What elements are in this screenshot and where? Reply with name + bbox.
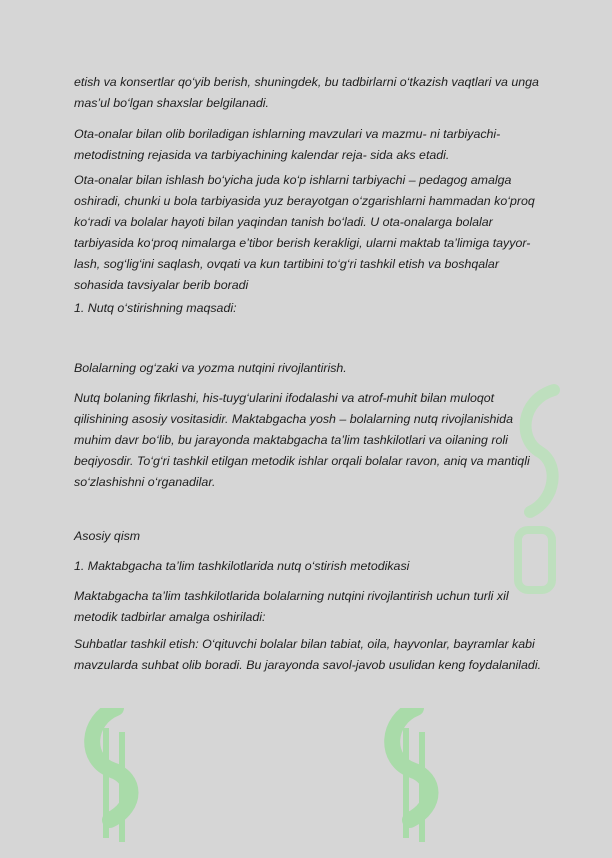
watermark-logo [76, 708, 168, 858]
paragraph: Maktabgacha ta’lim tashkilotlarida bolalarning nutqini rivojlantirish uchun turli xil metodik tadbirlar amalga oshiriladi: [74, 589, 509, 624]
subsection-heading: 1. Maktabgacha ta’lim tashkilotlarida nutq o‘stirish metodikasi [74, 559, 410, 573]
list-heading: 1. Nutq o‘stirishning maqsadi: [74, 301, 237, 315]
section-heading: Asosiy qism [74, 529, 141, 543]
paragraph: Ota-onalar bilan ishlash bo‘yicha juda ko‘p ishlarni tarbiyachi – pedagog amalga oshiradi, chunki u bola tarbiyasida yuz berayotgan o‘zgarishlarni hammadan ko‘proq ko‘radi va bolalar hayoti bilan yaqindan tanish bo‘ladi. U ota-onalarga bolalar tarbiyasida ko‘proq nimalarga e’tibor berish kerakligi, ularni maktab ta’limiga tayyor- lash, sog‘lig‘ini saqlash, ovqati va kun tartibini to‘g‘ri tashkil etish va boshqalar sohasida tavsiyalar berib boradi [74, 173, 535, 292]
paragraph: Suhbatlar tashkil etish: O‘qituvchi bolalar bilan tabiat, oila, hayvonlar, bayramlar kabi mavzularda suhbat olib boradi. Bu jarayonda savol-javob usulidan keng foydalaniladi. [74, 637, 542, 672]
paragraph: etish va konsertlar qo‘yib berish, shuningdek, bu tadbirlarni o‘tkazish vaqtlari va unga mas’ul bo‘lgan shaxslar belgilanadi. [74, 75, 539, 110]
paragraph: Ota-onalar bilan olib boriladigan ishlarning mavzulari va mazmu- ni tarbiyachi-metodistning rejasida va tarbiyachining kalendar reja- sida aks etadi. [74, 127, 501, 162]
paragraph: Bolalarning og‘zaki va yozma nutqini rivojlantirish. [74, 361, 347, 375]
watermark-logo [376, 708, 468, 858]
paragraph: Nutq bolaning fikrlashi, his-tuyg‘ularini ifodalashi va atrof-muhit bilan muloqot qilishining asosiy vositasidir. Maktabgacha yosh – bolalarning nutq rivojlanishida muhim davr bo‘lib, bu jarayonda maktabgacha ta’lim tashkilotlari va oilaning roli beqiyosdir. To‘g‘ri tashkil etilgan metodik ishlar orqali bolalar ravon, aniq va mantiqli so‘zlashishni o‘rganadilar. [74, 391, 530, 489]
